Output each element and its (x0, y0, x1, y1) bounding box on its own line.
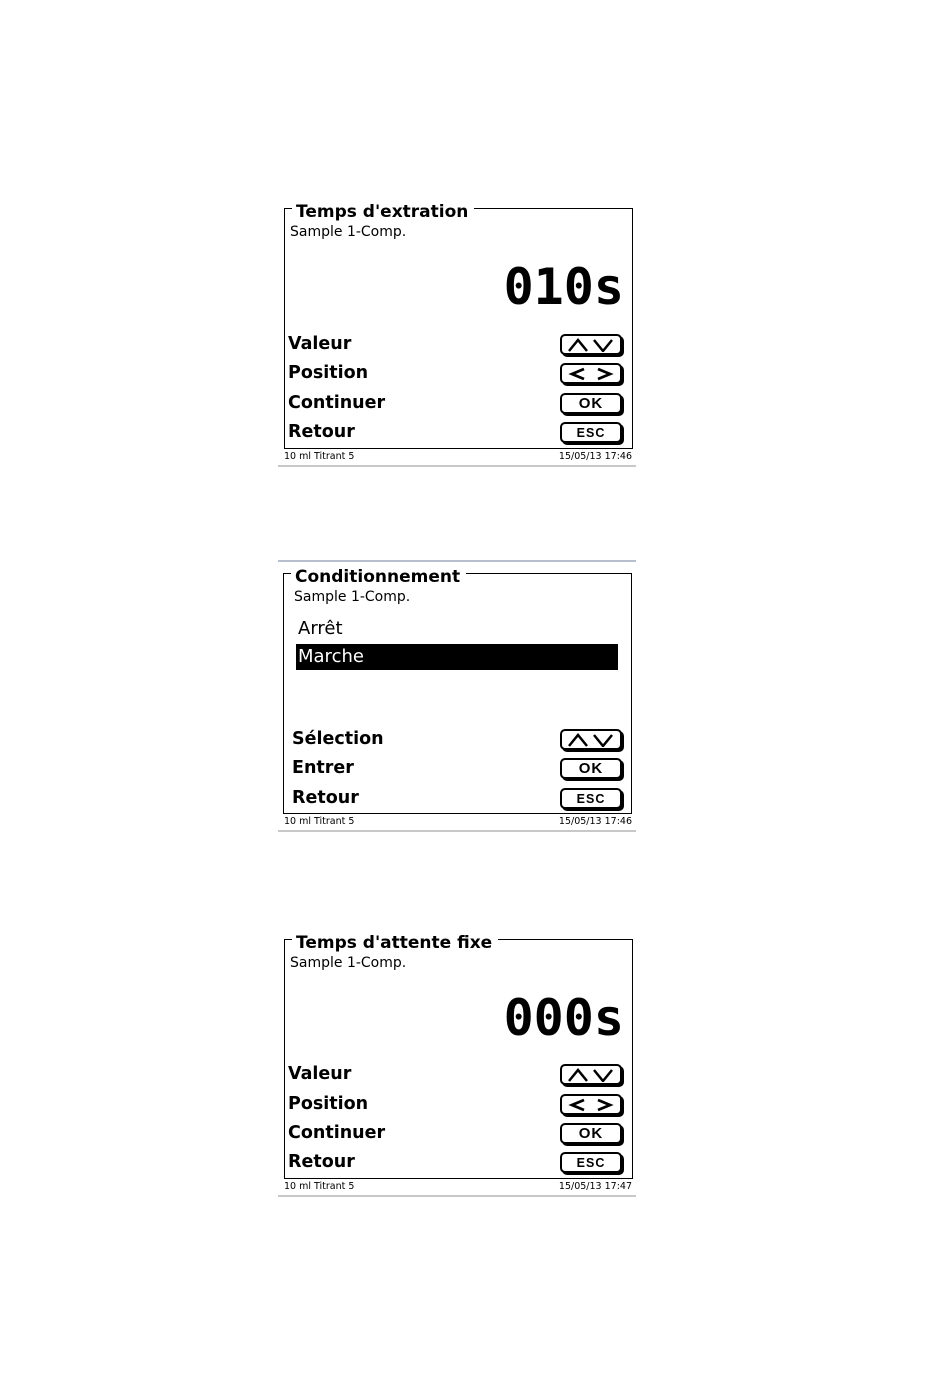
option-marche-selected[interactable]: Marche (296, 644, 618, 670)
esc-key[interactable] (560, 422, 622, 443)
status-bar (278, 815, 636, 832)
up-down-arrows-icon (566, 338, 616, 352)
dialog-title: Temps d'extration (292, 203, 474, 221)
action-label-retour: Retour (288, 422, 355, 442)
up-down-key[interactable] (560, 729, 622, 750)
value-display[interactable]: 010s (503, 258, 624, 316)
esc-key-label: ESC (576, 425, 606, 440)
dialog-subtitle: Sample 1-Comp. (290, 955, 407, 971)
left-right-key[interactable] (560, 363, 622, 384)
up-down-key[interactable] (560, 1064, 622, 1085)
action-label-continuer: Continuer (288, 393, 386, 413)
action-label-retour: Retour (288, 1152, 355, 1172)
esc-key-label: ESC (576, 1155, 606, 1170)
left-right-arrows-icon (566, 367, 616, 381)
up-down-arrows-icon (566, 733, 616, 747)
option-arret[interactable]: Arrêt (298, 618, 343, 639)
up-down-key[interactable] (560, 334, 622, 355)
ok-key[interactable] (560, 1123, 622, 1144)
left-right-arrows-icon (566, 1098, 616, 1112)
ok-key[interactable] (560, 393, 622, 414)
esc-key[interactable] (560, 788, 622, 809)
action-label-position: Position (288, 1094, 369, 1114)
action-label-entrer: Entrer (292, 758, 354, 778)
status-bar (278, 1180, 636, 1197)
action-label-position: Position (288, 363, 369, 383)
action-label-valeur: Valeur (288, 1064, 352, 1084)
ok-key-label: OK (578, 1125, 604, 1142)
dialog-title: Conditionnement (291, 568, 466, 586)
esc-key-label: ESC (576, 791, 606, 806)
dialog-subtitle: Sample 1-Comp. (290, 224, 407, 240)
status-titrant: 10 ml Titrant 5 (284, 1181, 355, 1192)
action-label-retour: Retour (292, 788, 359, 808)
dialog-title: Temps d'attente fixe (292, 934, 498, 952)
status-datetime: 15/05/13 17:47 (558, 1181, 632, 1192)
dialog-subtitle: Sample 1-Comp. (294, 589, 411, 605)
action-label-continuer: Continuer (288, 1123, 386, 1143)
left-right-key[interactable] (560, 1094, 622, 1115)
screen-temps-attente-fixe (278, 931, 636, 1199)
ok-key[interactable] (560, 758, 622, 779)
action-label-valeur: Valeur (288, 334, 352, 354)
status-datetime: 15/05/13 17:46 (558, 816, 632, 827)
action-label-selection: Sélection (292, 729, 384, 749)
screen-temps-extraction (278, 200, 636, 468)
value-display[interactable]: 000s (503, 989, 624, 1047)
ok-key-label: OK (578, 760, 604, 777)
up-down-arrows-icon (566, 1068, 616, 1082)
status-datetime: 15/05/13 17:46 (558, 451, 632, 462)
status-bar (278, 450, 636, 467)
status-titrant: 10 ml Titrant 5 (284, 816, 355, 827)
screen-conditionnement (278, 560, 636, 835)
top-divider (278, 560, 636, 562)
ok-key-label: OK (578, 395, 604, 412)
status-titrant: 10 ml Titrant 5 (284, 451, 355, 462)
esc-key[interactable] (560, 1152, 622, 1173)
